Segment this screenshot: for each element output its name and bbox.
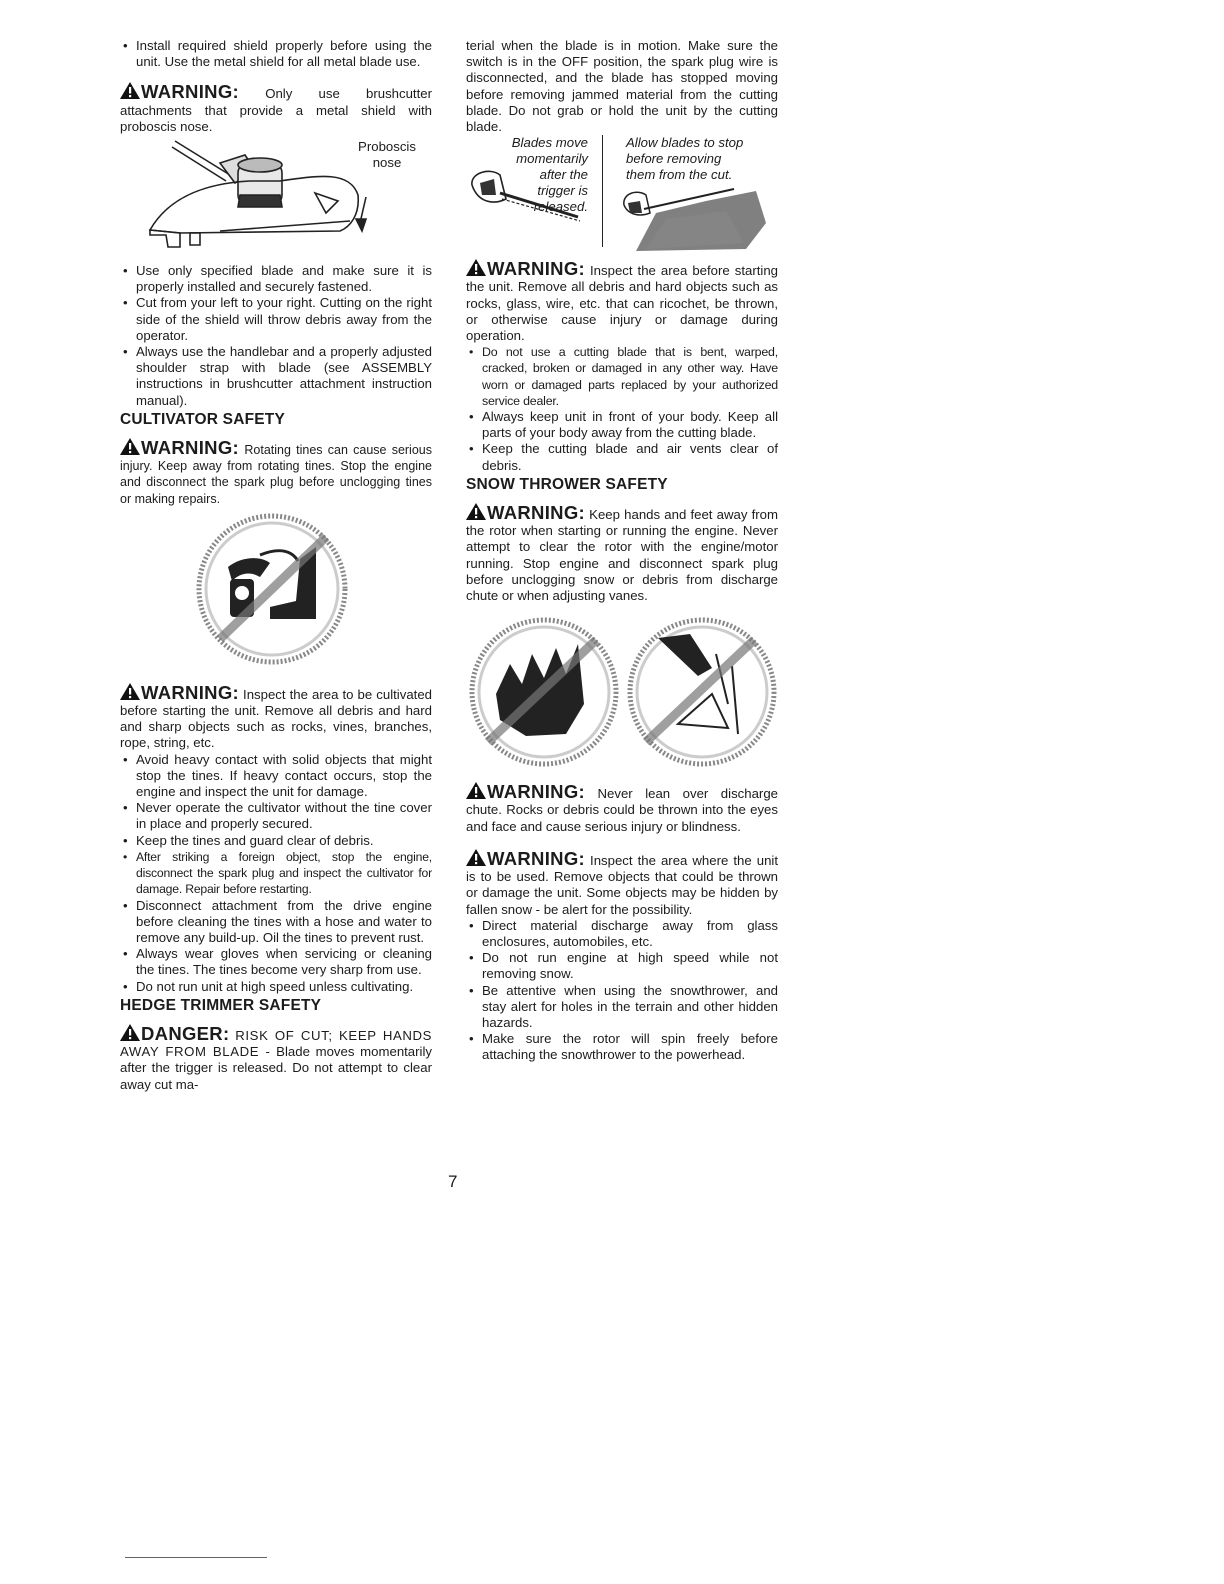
hedge-list xyxy=(466,344,778,474)
shield-list xyxy=(120,38,432,70)
danger-triangle-icon xyxy=(120,1024,140,1041)
danger-continuation: terial when the blade is in motion. Make sure the switch is in the OFF position, the spark plug wire is disconnected, and the blade has stopped moving before removing jammed material from the cutting blade. Do not grab or hold the unit by the cutting blade. xyxy=(466,38,778,135)
warning-triangle-icon xyxy=(466,782,486,799)
danger-signal: DANGER: xyxy=(141,1022,230,1044)
list-item: • Never operate the cultivator without the tine cover in place and properly secured. xyxy=(120,800,432,832)
hedge-trimmer-drawing xyxy=(466,165,596,245)
hedge-trimmer-figure xyxy=(466,135,778,253)
no-hands-feet-icons xyxy=(466,604,778,768)
warning-triangle-icon xyxy=(466,849,486,866)
warning-block xyxy=(120,438,432,507)
footer-rule xyxy=(125,1557,267,1558)
warning-text: Inspect the area before starting the unit. Remove all debris and hard objects such as rocks, glass, wire, etc. that can ricochet, be thrown, or otherwise cause injury or damage during operation. xyxy=(466,263,778,344)
list-item: • Do not run unit at high speed unless cultivating. xyxy=(120,979,432,995)
caption-line: trigger is xyxy=(537,183,588,199)
cultivator-list xyxy=(120,752,432,995)
warning-text: Never lean over discharge chute. Rocks or debris could be thrown into the eyes and face and cause serious injury or blindness. xyxy=(466,786,778,834)
warning-block xyxy=(466,259,778,344)
list-item: • Always wear gloves when servicing or cleaning the tines. The tines become very sharp from use. xyxy=(120,946,432,978)
list-item: • Always keep unit in front of your body. Keep all parts of your body away from the cutting blade. xyxy=(466,409,778,441)
list-item: • Direct material discharge away from glass enclosures, automobiles, etc. xyxy=(466,918,778,950)
warning-signal: WARNING: xyxy=(141,437,239,459)
section-heading: CULTIVATOR SAFETY xyxy=(120,410,285,428)
warning-block xyxy=(466,503,778,604)
danger-block xyxy=(120,1024,432,1093)
warning-triangle-icon xyxy=(120,82,140,99)
warning-text: Inspect the area where the unit is to be used. Remove objects that could be thrown or damage the unit. Some objects may be hidden by fallen snow - be alert for the possibility. xyxy=(466,852,778,917)
no-foot-near-tines-icon xyxy=(120,507,432,667)
warning-text: Inspect the area to be cultivated before starting the unit. Remove all debris and hard and sharp objects such as rocks, vines, branches, rope, string, etc. xyxy=(120,686,432,751)
caption-line: Allow blades to stop xyxy=(626,135,744,151)
warning-triangle-icon xyxy=(466,503,486,520)
list-item: • Avoid heavy contact with solid objects that might stop the tines. If heavy contact occurs, stop the engine and inspect the unit for damage. xyxy=(120,752,432,801)
list-item: • Disconnect attachment from the drive engine before cleaning the tines with a hose and water to remove any build-up. Oil the tines to prevent rust. xyxy=(120,898,432,947)
label-line: Proboscis xyxy=(358,139,416,155)
warning-block xyxy=(466,782,778,835)
warning-signal: WARNING: xyxy=(487,847,585,869)
danger-caps-text: RISK OF CUT; KEEP HANDS AWAY FROM BLADE - xyxy=(120,1027,432,1060)
caption-line: them from the cut. xyxy=(626,167,733,183)
snow-list xyxy=(466,918,778,1064)
list-item: • Keep the tines and guard clear of debris. xyxy=(120,833,432,849)
proboscis-label xyxy=(342,139,432,171)
proboscis-shield-figure xyxy=(120,135,432,257)
hedge-cut-drawing xyxy=(616,183,786,253)
warning-text: Only use brushcutter attachments that provide a metal shield with proboscis nose. xyxy=(120,86,432,134)
list-item: • Be attentive when using the snowthrower, and stay alert for holes in the terrain and other hidden hazards. xyxy=(466,983,778,1032)
section-heading: HEDGE TRIMMER SAFETY xyxy=(120,996,322,1014)
list-item: • Make sure the rotor will spin freely before attaching the snowthrower to the powerhead. xyxy=(466,1031,778,1063)
warning-triangle-icon xyxy=(120,438,140,455)
warning-text: Rotating tines can cause serious injury. Keep away from rotating tines. Stop the engine and disconnect the spark plug before unclogging tines or making repairs. xyxy=(120,443,432,506)
list-item: • Cut from your left to your right. Cutting on the right side of the shield will throw debris away from the operator. xyxy=(120,295,432,344)
caption-line: released. xyxy=(533,199,588,215)
caption-line: after the xyxy=(539,167,588,183)
list-item: • Use only specified blade and make sure it is properly installed and securely fastened. xyxy=(120,263,432,295)
caption-right xyxy=(626,135,786,183)
warning-signal: WARNING: xyxy=(141,681,239,703)
warning-block xyxy=(466,849,778,918)
section-heading: SNOW THROWER SAFETY xyxy=(466,475,668,493)
warning-triangle-icon xyxy=(120,683,140,700)
caption-line: momentarily xyxy=(516,151,588,167)
warning-signal: WARNING: xyxy=(487,781,585,803)
list-item: • Do not run engine at high speed while not removing snow. xyxy=(466,950,778,982)
warning-signal: WARNING: xyxy=(487,258,585,280)
label-line: nose xyxy=(372,155,402,171)
warning-block xyxy=(120,82,432,135)
list-item: • Keep the cutting blade and air vents clear of debris. xyxy=(466,441,778,473)
caption-line: before removing xyxy=(626,151,722,167)
blade-list xyxy=(120,263,432,409)
warning-triangle-icon xyxy=(466,259,486,276)
list-item: • Always use the handlebar and a properly adjusted shoulder strap with blade (see ASSEMBLY instructions in brushcutter attachment instruction manual). xyxy=(120,344,432,409)
list-item: • Install required shield properly before using the unit. Use the metal shield for all metal blade use. xyxy=(120,38,432,70)
warning-block xyxy=(120,683,432,752)
list-item: • After striking a foreign object, stop the engine, disconnect the spark plug and inspect the cultivator for damage. Repair before restarting. xyxy=(120,849,432,898)
snowthrower-prohibition-figure xyxy=(466,604,778,768)
cultivator-prohibition-figure xyxy=(120,507,432,667)
left-column xyxy=(120,38,432,1093)
page-number: 7 xyxy=(448,1172,458,1191)
list-item: • Do not use a cutting blade that is bent, warped, cracked, broken or damaged in any other way. Have worn or damaged parts replaced by your authorized service dealer. xyxy=(466,344,778,409)
danger-text: Blade moves momentarily after the trigger is released. Do not attempt to clear away cut ma- xyxy=(120,1044,432,1092)
right-column xyxy=(466,38,778,1064)
warning-signal: WARNING: xyxy=(487,502,585,524)
caption-divider xyxy=(602,135,603,247)
warning-text: Keep hands and feet away from the rotor when starting or running the engine. Never attempt to clear the rotor with the engine/motor running. Stop engine and disconnect spark plug before unclogging snow or debris from discharge chute or when adjusting vanes. xyxy=(466,507,778,604)
caption-line: Blades move xyxy=(511,135,588,151)
warning-signal: WARNING: xyxy=(141,81,239,103)
